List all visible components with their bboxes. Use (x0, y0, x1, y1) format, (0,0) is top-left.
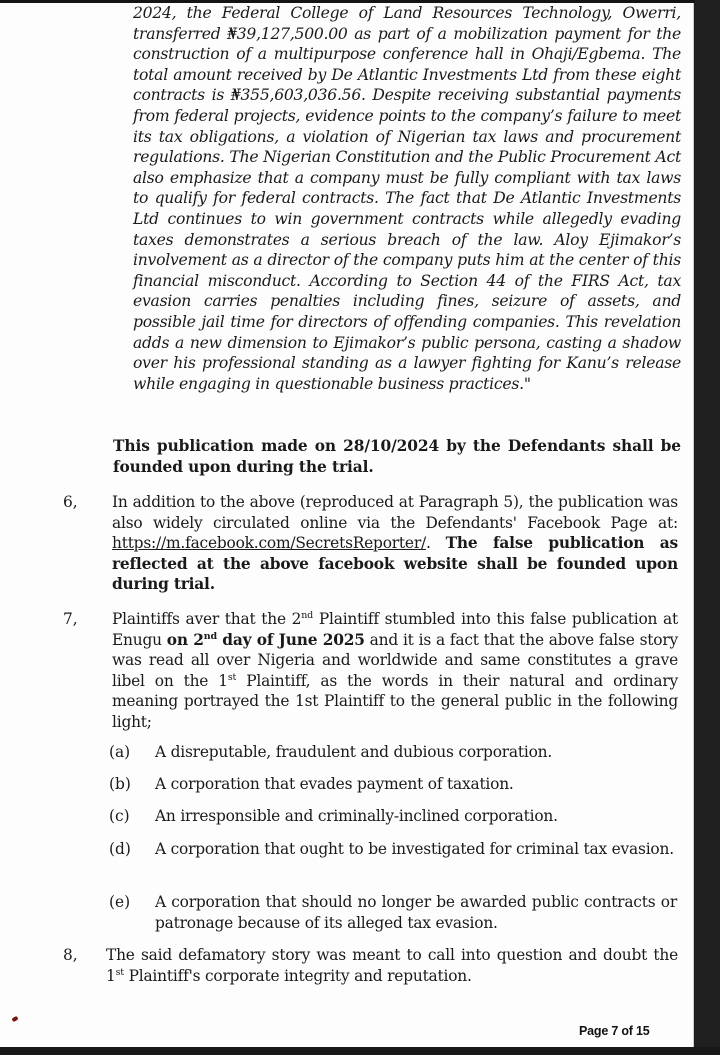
viewer-right-gutter (695, 0, 720, 1055)
ordinal-suffix: st (115, 966, 124, 978)
page-number: Page 7 of 15 (579, 1024, 650, 1038)
sub-item-label: (b) (109, 775, 131, 793)
ordinal-suffix: nd (203, 630, 217, 642)
paragraph-number: 8, (63, 946, 78, 964)
paragraph-text: Plaintiff stumbled into this false publication at Enugu (112, 610, 678, 649)
viewer-bottom-edge (0, 1047, 720, 1055)
ordinal-suffix: st (227, 671, 237, 683)
facebook-page-link[interactable]: https://m.facebook.com/SecretsReporter/ (112, 534, 426, 552)
sub-item-label: (a) (109, 743, 131, 761)
founded-upon-statement: This publication made on 28/10/2024 by the Defendants shall be founded upon during the trial. (113, 437, 681, 476)
paragraph-bold-text: The false publication as reflected at the above facebook website shall be founded upon during trial. (112, 534, 679, 593)
pen-mark (11, 1016, 18, 1022)
sub-item-label: (e) (109, 893, 131, 911)
paragraph-number: 6, (63, 493, 78, 511)
paragraph-body (106, 945, 678, 986)
paragraph-number: 7, (63, 610, 78, 628)
sub-item-text: An irresponsible and criminally-inclined corporation. (155, 807, 558, 825)
sub-item-text: A corporation that should no longer be awarded public contracts or patronage because of its alleged tax evasion. (155, 893, 677, 932)
ordinal-suffix: nd (301, 610, 314, 621)
paragraph-text: Plaintiff's corporate integrity and reputation. (123, 966, 472, 985)
sub-item-text: A disreputable, fraudulent and dubious corporation. (155, 743, 553, 761)
quoted-publication-text: 2024, the Federal College of Land Resources Technology, Owerri, transferred ₦39,127,500.00 as part of a mobilization payment for the construction of a multipurpose conference hall in Ohaji/Egbema. The total amount received by De Atlantic Investments Ltd from these eight contracts is ₦355,603,036.56. Despite receiving substantial payments from federal projects, evidence points to the company’s failure to meet its tax obligations, a violation of Nigerian tax laws and procurement regulations. The Nigerian Constitution and the Public Procurement Act also emphasize that a company must be fully compliant with tax laws to qualify for federal contracts. The fact that De Atlantic Investments Ltd continues to win government contracts while allegedly evading taxes demonstrates a serious breach of the law. Aloy Ejimakor’s involvement as a director of the company puts him at the center of this financial misconduct. According to Section 44 of the FIRS Act, tax evasion carries penalties including fines, seizure of assets, and possible jail time for directors of offending companies. This revelation adds a new dimension to Ejimakor’s public persona, casting a shadow over his professional standing as a lawyer fighting for Kanu’s release while engaging in questionable business practices." (133, 4, 681, 393)
paragraph-bold-text: on 2 (166, 630, 204, 649)
sub-item-label: (d) (109, 840, 131, 858)
quoted-publication (133, 3, 681, 394)
paragraph-text: . (425, 534, 446, 552)
document-page (0, 3, 694, 1047)
paragraph-body (112, 609, 678, 732)
paragraph-text: Plaintiffs aver that the 2 (112, 610, 302, 628)
paragraph-text: Plaintiff, as the words in their natural and ordinary meaning portrayed the 1st Plaintiff to the general public in the following light; (112, 671, 679, 731)
sub-item-label: (c) (109, 807, 130, 825)
paragraph-text: In addition to the above (reproduced at Paragraph 5), the publication was also widely circulated online via the Defendants' Facebook Page at: (112, 493, 678, 532)
sub-item-text: A corporation that ought to be investigated for criminal tax evasion. (155, 840, 674, 858)
sub-item-text: A corporation that evades payment of taxation. (155, 775, 514, 793)
paragraph-text: and it is a fact that the above false story was read all over Nigeria and worldwide and same constitutes a grave libel on the 1 (112, 630, 678, 690)
paragraph-bold-text: day of June 2025 (216, 630, 365, 649)
paragraph-body (112, 492, 678, 595)
paragraph-text: The said defamatory story was meant to call into question and doubt the 1 (106, 946, 678, 985)
